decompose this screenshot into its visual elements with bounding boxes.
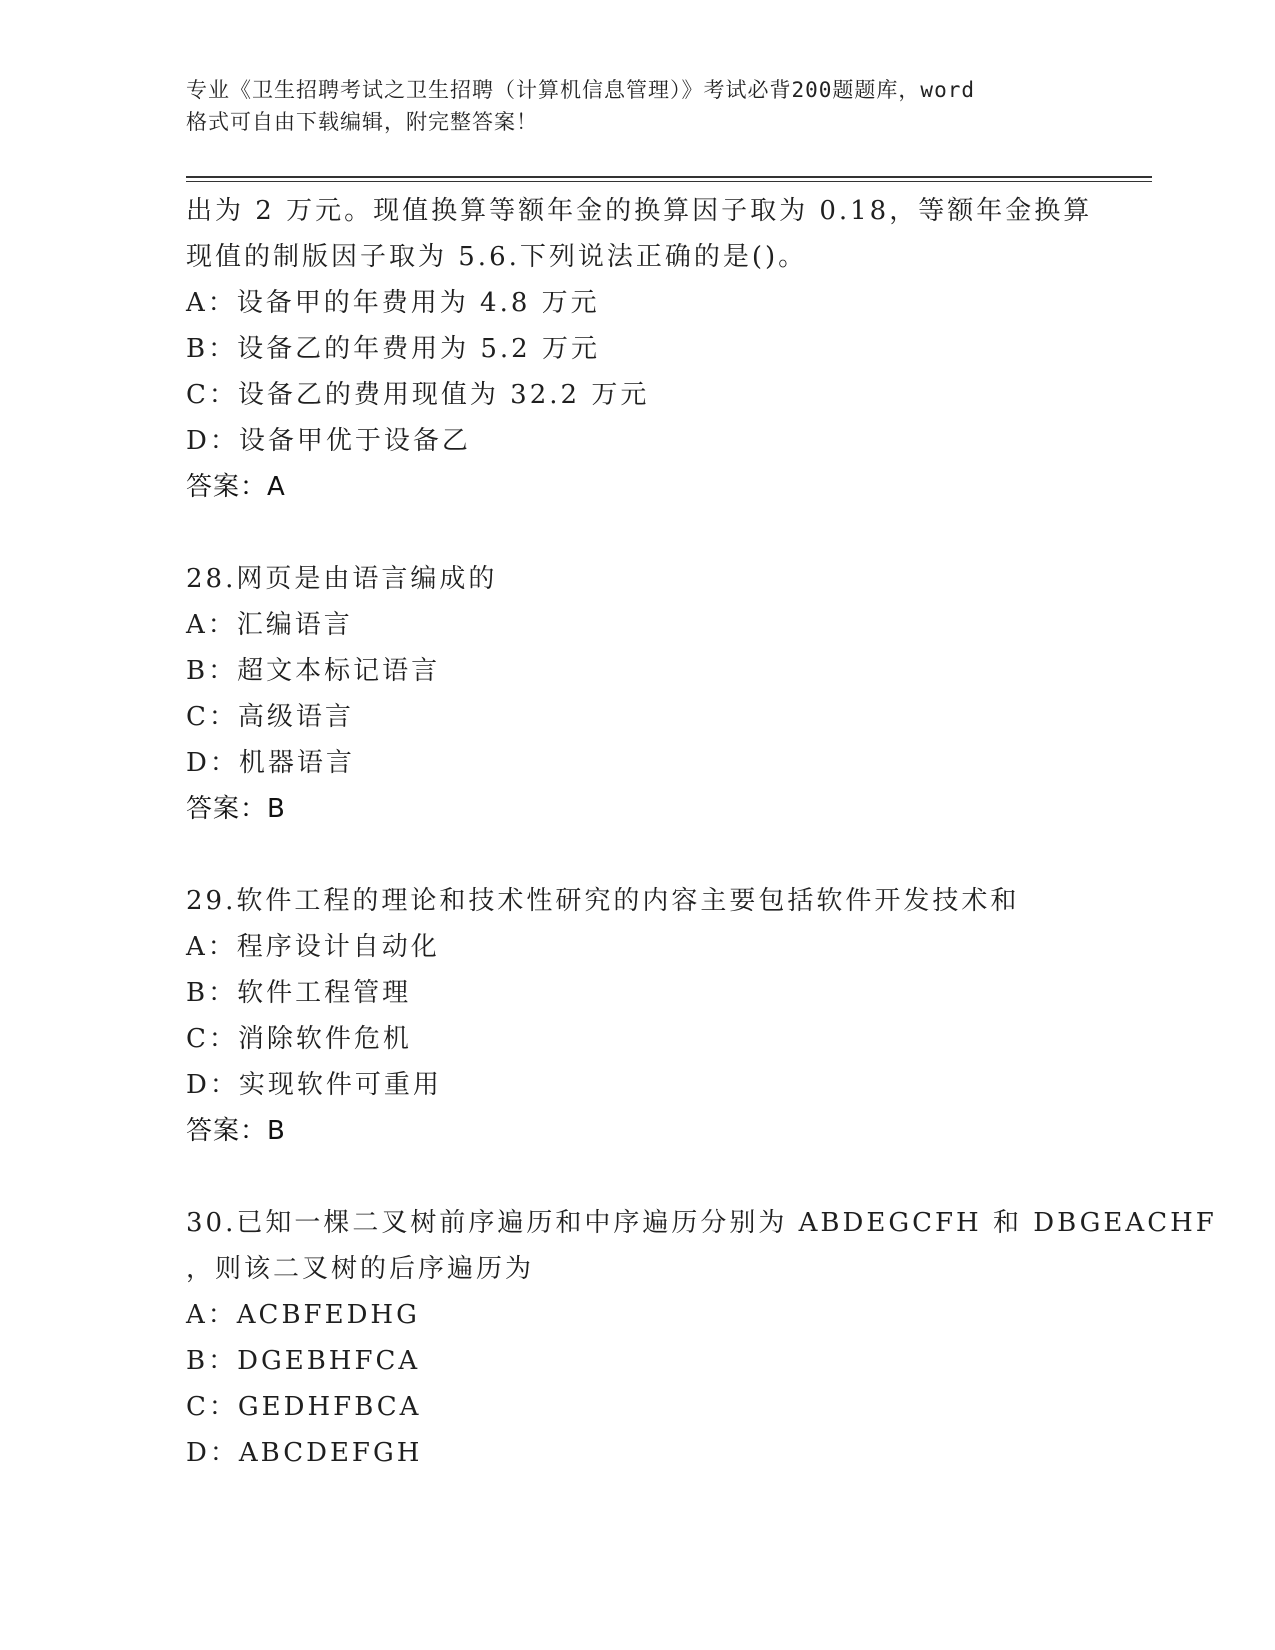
- question-30: [186, 1200, 1217, 1476]
- question-text-line: 30.已知一棵二叉树前序遍历和中序遍历分别为 ABDEGCFH 和 DBGEACHF: [186, 1208, 1217, 1238]
- option-c: C：设备乙的费用现值为 32.2 万元: [186, 380, 650, 410]
- question-text-line: ，则该二叉树的后序遍历为: [186, 1254, 535, 1284]
- document-header: [186, 74, 1086, 138]
- option-d: D：设备甲优于设备乙: [186, 426, 471, 456]
- answer: 答案：A: [186, 472, 286, 502]
- header-line-1: 专业《卫生招聘考试之卫生招聘（计算机信息管理）》考试必背200题题库，word: [186, 78, 975, 102]
- option-b: B：超文本标记语言: [186, 656, 441, 686]
- question-29: [186, 878, 1086, 1154]
- question-text-line: 现值的制版因子取为 5.6.下列说法正确的是()。: [186, 242, 808, 272]
- option-d: D：机器语言: [186, 748, 355, 778]
- option-b: B：DGEBHFCA: [186, 1346, 421, 1376]
- option-a: A：设备甲的年费用为 4.8 万元: [186, 288, 600, 318]
- option-c: C：消除软件危机: [186, 1024, 412, 1054]
- answer: 答案：B: [186, 794, 286, 824]
- option-a: A：程序设计自动化: [186, 932, 440, 962]
- spacer: [186, 510, 1086, 556]
- spacer: [186, 1154, 1086, 1200]
- question-28: [186, 556, 1086, 832]
- header-divider-thin: [186, 181, 1152, 182]
- option-a: A：ACBFEDHG: [186, 1300, 420, 1330]
- option-b: B：软件工程管理: [186, 978, 412, 1008]
- option-a: A：汇编语言: [186, 610, 353, 640]
- header-line-2: 格式可自由下载编辑，附完整答案！: [186, 110, 538, 134]
- question-list: [186, 188, 1217, 1476]
- option-c: C：GEDHFBCA: [186, 1392, 422, 1422]
- question-text-line: 29.软件工程的理论和技术性研究的内容主要包括软件开发技术和: [186, 886, 1020, 916]
- option-d: D：实现软件可重用: [186, 1070, 442, 1100]
- option-b: B：设备乙的年费用为 5.2 万元: [186, 334, 600, 364]
- question-27-continuation: [186, 188, 1093, 510]
- answer: 答案：B: [186, 1116, 286, 1146]
- question-text-line: 28.网页是由语言编成的: [186, 564, 498, 594]
- spacer: [186, 832, 1086, 878]
- option-c: C：高级语言: [186, 702, 354, 732]
- header-divider-thick: [186, 176, 1152, 178]
- question-text-line: 出为 2 万元。现值换算等额年金的换算因子取为 0.18，等额年金换算: [186, 196, 1093, 226]
- option-d: D：ABCDEFGH: [186, 1438, 423, 1468]
